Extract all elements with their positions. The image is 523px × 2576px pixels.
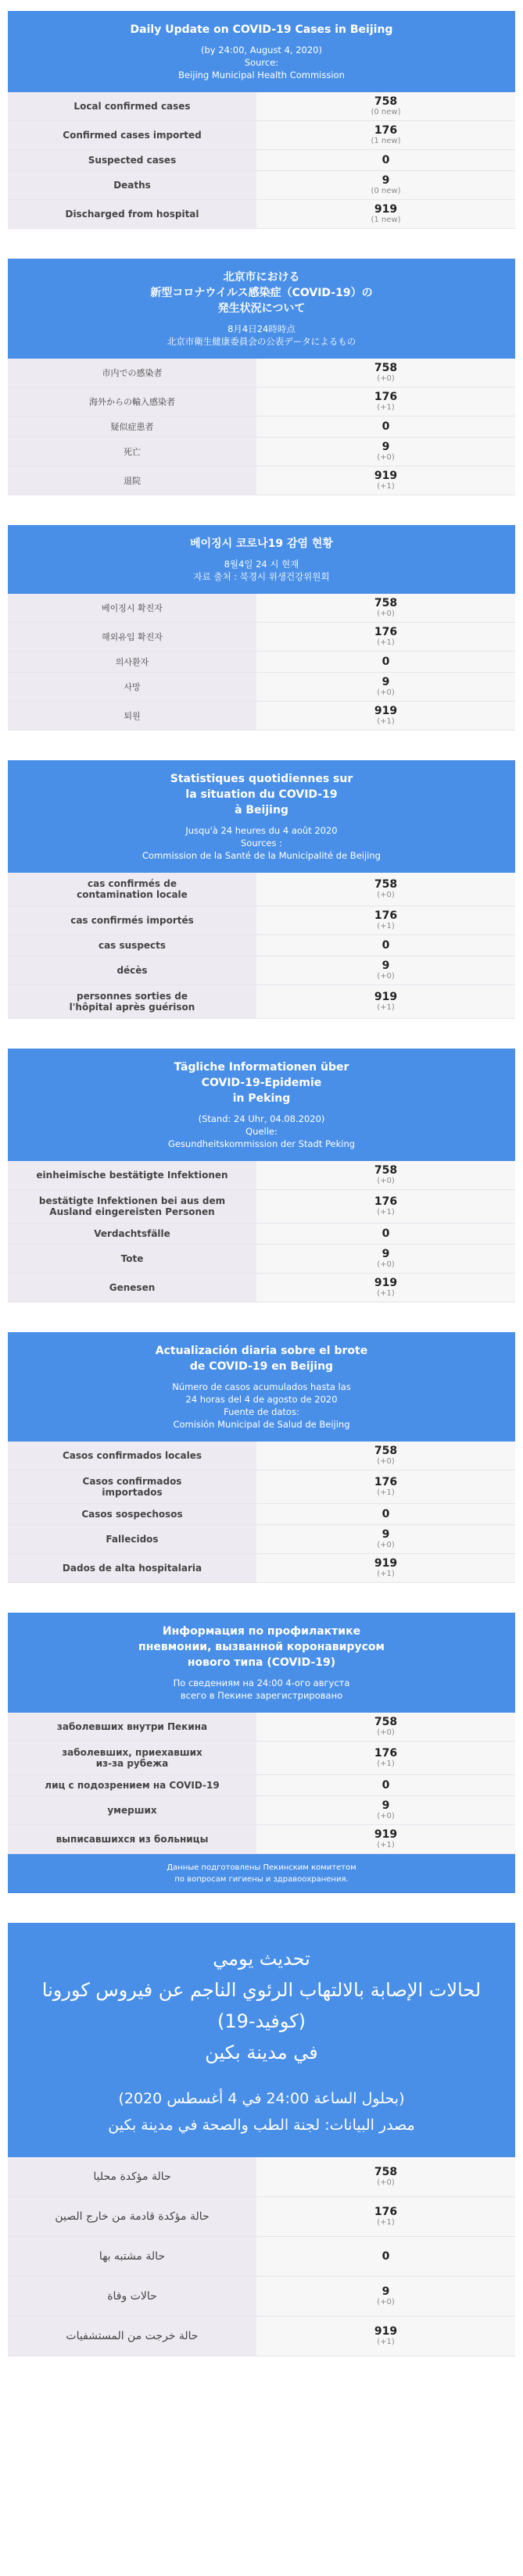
stat-value (256, 1775, 515, 1795)
stat-number: 758 (374, 1164, 398, 1177)
card-header (8, 1923, 515, 2157)
stat-number: 176 (374, 391, 398, 403)
stat-row (8, 1470, 515, 1504)
stat-row (8, 1161, 515, 1190)
card-title: 北京市における 新型コロナウイルス感染症（COVID-19）の 発生状況について (150, 271, 373, 315)
stat-change: (+1) (377, 2338, 395, 2346)
stat-number: 758 (374, 878, 398, 891)
stat-label: Dados de alta hospitalaria (8, 1554, 256, 1582)
stat-change: (+0) (377, 1728, 395, 1737)
stat-change: (+0) (377, 1812, 395, 1820)
stat-row (8, 92, 515, 121)
stat-value (256, 2237, 515, 2276)
stat-number: 0 (382, 1508, 390, 1520)
stat-change: (+1) (377, 1760, 395, 1768)
stat-number: 758 (374, 362, 398, 374)
stat-row (8, 171, 515, 200)
stat-number: 0 (382, 939, 390, 952)
card-header (8, 11, 515, 92)
stat-change: (+1) (377, 922, 395, 931)
stat-label: Verdachtsfälle (8, 1224, 256, 1244)
card-source: Número de casos acumulados hasta las 24 horas del 4 de agosto de 2020 Fuente de datos: Comisión Municipal de Salud de Beijing (172, 1381, 351, 1430)
stat-change: (+0) (377, 374, 395, 383)
stat-label: cas confirmés de contamination locale (8, 873, 256, 906)
stat-change: (+0) (377, 891, 395, 899)
stat-label: Deaths (8, 171, 256, 199)
stat-label: Casos confirmados importados (8, 1470, 256, 1503)
stat-number: 919 (374, 2325, 398, 2338)
stat-change: (+0) (377, 609, 395, 618)
stat-value (256, 1742, 515, 1774)
stat-label: 베이징시 확진자 (8, 594, 256, 622)
stat-label: 海外からの輸入感染者 (8, 388, 256, 416)
stat-value (256, 2157, 515, 2196)
stat-value (256, 873, 515, 906)
card-title: Actualización diaria sobre el brote de COVID-19 en Beijing (155, 1345, 368, 1373)
stat-row (8, 438, 515, 466)
stat-change: (+1) (377, 482, 395, 491)
stat-row (8, 1504, 515, 1525)
stat-label: Casos sospechosos (8, 1504, 256, 1524)
stat-row (8, 906, 515, 935)
update-card-english (8, 11, 515, 229)
card-header (8, 259, 515, 359)
stat-change: (+1) (377, 1003, 395, 1012)
stat-number: 176 (374, 2206, 398, 2218)
stat-label: 疑似症患者 (8, 416, 256, 437)
stat-value (256, 1245, 515, 1273)
card-title: Daily Update on COVID-19 Cases in Beijing (130, 23, 393, 36)
stat-value (256, 200, 515, 228)
stat-row (8, 2277, 515, 2317)
stat-value (256, 935, 515, 956)
stat-label: einheimische bestätigte Infektionen (8, 1161, 256, 1189)
update-card-russian (8, 1613, 515, 1893)
stat-change: (+1) (377, 1841, 395, 1849)
stat-row (8, 673, 515, 702)
stat-number: 176 (374, 909, 398, 922)
card-source: (by 24:00, August 4, 2020) Source: Beijing Municipal Health Commission (178, 45, 345, 80)
stat-row (8, 2157, 515, 2197)
stat-row (8, 652, 515, 673)
stat-change: (1 new) (371, 137, 401, 145)
stat-number: 9 (382, 441, 390, 453)
stat-label: حالة مؤكدة محليا (8, 2157, 256, 2196)
stat-label: 死亡 (8, 438, 256, 466)
stat-number: 176 (374, 124, 398, 137)
stat-label: حالة مشتبه بها (8, 2237, 256, 2276)
stat-change: (+1) (377, 717, 395, 726)
stat-row (8, 2237, 515, 2277)
update-card-french (8, 760, 515, 1019)
stat-label: Tote (8, 1245, 256, 1273)
stat-label: حالات وفاة (8, 2277, 256, 2316)
stat-change: (+1) (377, 1570, 395, 1578)
stat-row (8, 1274, 515, 1302)
stat-change: (+0) (377, 1177, 395, 1185)
stat-row (8, 1245, 515, 1274)
stat-row (8, 623, 515, 652)
stat-row (8, 702, 515, 731)
card-source: (بحلول الساعة 24:00 في 4 أغسطس 2020) مصدر البيانات: لجنة الطب والصحة في مدينة بكين (108, 2090, 415, 2134)
card-title: Statistiques quotidiennes sur la situation du COVID-19 à Beijing (170, 773, 353, 816)
stat-row (8, 388, 515, 416)
stat-label: умерших (8, 1796, 256, 1824)
stat-change: (1 new) (371, 216, 401, 224)
stat-number: 919 (374, 1557, 398, 1570)
stat-change: (+0) (377, 453, 395, 462)
stat-change: (+0) (377, 1541, 395, 1549)
card-header (8, 525, 515, 594)
stat-value (256, 1442, 515, 1470)
stat-label: Casos confirmados locales (8, 1442, 256, 1470)
card-title: تحديث يومي لحالات الإصابة بالالتهاب الرئوي الناجم عن فيروس كورونا (كوفيد-19) في مدينة بكين (41, 1948, 482, 2063)
stat-change: (+1) (377, 1289, 395, 1298)
stat-value (256, 171, 515, 199)
stat-row (8, 416, 515, 438)
stat-value (256, 1190, 515, 1223)
stat-number: 9 (382, 676, 390, 688)
update-card-german (8, 1049, 515, 1302)
stat-label: Fallecidos (8, 1525, 256, 1553)
stat-value (256, 438, 515, 466)
stat-value (256, 652, 515, 672)
stat-row (8, 594, 515, 623)
stat-row (8, 873, 515, 906)
stat-label: Local confirmed cases (8, 92, 256, 120)
card-header (8, 1049, 515, 1161)
stat-row (8, 1742, 515, 1775)
card-title: Информация по профилактике пневмонии, вызванной коронавирусом нового типа (COVID-19) (138, 1625, 385, 1669)
stat-change: (0 new) (371, 108, 401, 116)
stat-number: 0 (382, 2250, 390, 2263)
stat-value (256, 466, 515, 495)
stat-number: 176 (374, 1747, 398, 1760)
stat-value (256, 388, 515, 416)
stat-value (256, 92, 515, 120)
stat-value (256, 1796, 515, 1824)
stat-number: 0 (382, 1227, 390, 1240)
stat-value (256, 416, 515, 437)
stat-value (256, 673, 515, 701)
stat-row (8, 1442, 515, 1470)
card-source: По сведениям на 24:00 4-ого августа всего в Пекине зарегистрировано (173, 1677, 350, 1701)
stat-row (8, 1190, 515, 1224)
stat-row (8, 1224, 515, 1245)
stat-change: (+1) (377, 2218, 395, 2227)
stat-number: 758 (374, 95, 398, 108)
page (0, 11, 523, 2356)
stat-change: (+0) (377, 1457, 395, 1466)
stat-change: (+1) (377, 1488, 395, 1497)
card-header (8, 760, 515, 873)
stat-label: décès (8, 956, 256, 984)
stat-row (8, 1796, 515, 1825)
stat-number: 919 (374, 705, 398, 717)
stat-change: (+0) (377, 688, 395, 697)
update-card-japanese (8, 259, 515, 495)
stat-row (8, 121, 515, 150)
update-card-spanish (8, 1332, 515, 1583)
stat-value (256, 1274, 515, 1302)
stat-label: personnes sorties de l'hôpital après guérison (8, 985, 256, 1018)
stat-change: (+0) (377, 2178, 395, 2187)
stat-number: 919 (374, 991, 398, 1003)
card-source: 8월4일 24 시 현재 자료 출처 : 북경시 위생건강위원회 (193, 559, 330, 582)
stat-number: 758 (374, 1445, 398, 1457)
stat-number: 919 (374, 470, 398, 482)
card-title: 베이징시 코로나19 감염 현황 (190, 538, 333, 550)
stat-row (8, 956, 515, 985)
stat-value (256, 1470, 515, 1503)
card-source: (Stand: 24 Uhr, 04.08.2020) Quelle: Gesundheitskommission der Stadt Peking (167, 1113, 356, 1149)
stat-change: (+0) (377, 2298, 395, 2306)
stat-value (256, 906, 515, 934)
stat-number: 919 (374, 1277, 398, 1289)
stat-number: 9 (382, 2285, 390, 2298)
stat-number: 919 (374, 203, 398, 216)
stat-row (8, 2197, 515, 2237)
stat-number: 758 (374, 2166, 398, 2178)
stat-value (256, 2317, 515, 2356)
stat-row (8, 1525, 515, 1554)
stat-label: حالة خرجت من المستشفيات (8, 2317, 256, 2356)
stat-label: bestätigte Infektionen bei aus dem Ausland eingereisten Personen (8, 1190, 256, 1223)
stat-row (8, 466, 515, 495)
update-card-arabic (8, 1923, 515, 2356)
stat-value (256, 121, 515, 149)
stat-number: 9 (382, 959, 390, 972)
stat-label: Discharged from hospital (8, 200, 256, 228)
stat-value (256, 1554, 515, 1582)
card-header (8, 1332, 515, 1442)
stat-number: 176 (374, 1195, 398, 1208)
stat-value (256, 359, 515, 387)
stat-label: заболевших внутри Пекина (8, 1713, 256, 1741)
stat-number: 9 (382, 1799, 390, 1812)
stat-number: 176 (374, 626, 398, 638)
stat-row (8, 359, 515, 388)
card-header (8, 1613, 515, 1713)
card-source: Jusqu'à 24 heures du 4 août 2020 Sources : Commission de la Santé de la Municipalité de Beijing (142, 825, 381, 861)
stat-value (256, 2277, 515, 2316)
stat-label: 市内での感染者 (8, 359, 256, 387)
stat-row (8, 985, 515, 1019)
stat-change: (+0) (377, 1260, 395, 1269)
stat-number: 758 (374, 1716, 398, 1728)
stat-number: 9 (382, 1248, 390, 1260)
stat-change: (0 new) (371, 187, 401, 195)
stat-row (8, 2317, 515, 2356)
stat-number: 0 (382, 420, 390, 433)
stat-label: 退院 (8, 466, 256, 495)
stat-value (256, 1825, 515, 1853)
stat-value (256, 985, 515, 1018)
stat-number: 919 (374, 1828, 398, 1841)
stat-change: (+1) (377, 638, 395, 647)
stat-label: Genesen (8, 1274, 256, 1302)
stat-value (256, 1224, 515, 1244)
stat-value (256, 956, 515, 984)
stat-row (8, 1825, 515, 1854)
stat-number: 758 (374, 597, 398, 609)
card-title: Tägliche Informationen über COVID-19-Epidemie in Peking (174, 1061, 349, 1105)
stat-number: 176 (374, 1476, 398, 1488)
stat-number: 9 (382, 1528, 390, 1541)
update-card-korean (8, 525, 515, 731)
stat-number: 0 (382, 154, 390, 166)
stat-row (8, 1713, 515, 1742)
stat-label: выписавшихся из больницы (8, 1825, 256, 1853)
stat-change: (+1) (377, 1208, 395, 1217)
stat-label: Suspected cases (8, 150, 256, 170)
stat-label: 의사환자 (8, 652, 256, 672)
stat-label: Confirmed cases imported (8, 121, 256, 149)
stat-value (256, 1504, 515, 1524)
stat-row (8, 1554, 515, 1583)
stat-value (256, 2197, 515, 2236)
stat-value (256, 623, 515, 651)
card-source: 8月4日24時時点 北京市衛生健康委員会の公表データによるもの (167, 323, 356, 347)
stat-label: حالة مؤكدة قادمة من خارج الصين (8, 2197, 256, 2236)
stat-label: заболевших, приехавших из-за рубежа (8, 1742, 256, 1774)
stat-number: 0 (382, 1779, 390, 1792)
stat-value (256, 1161, 515, 1189)
stat-label: 사망 (8, 673, 256, 701)
stat-row (8, 935, 515, 956)
stat-label: 해외유입 확진자 (8, 623, 256, 651)
stat-number: 0 (382, 656, 390, 668)
stat-value (256, 594, 515, 622)
stat-value (256, 1525, 515, 1553)
card-footer: Данные подготовлены Пекинским комитетом по вопросам гигиены и здравоохранения. (8, 1854, 515, 1893)
stat-value (256, 1713, 515, 1741)
stat-change: (+0) (377, 972, 395, 981)
stat-value (256, 702, 515, 730)
stat-row (8, 1775, 515, 1796)
stat-label: 퇴원 (8, 702, 256, 730)
stat-number: 9 (382, 174, 390, 187)
stat-value (256, 150, 515, 170)
stat-row (8, 200, 515, 229)
stat-label: cas suspects (8, 935, 256, 956)
stat-change: (+1) (377, 403, 395, 412)
stat-label: лиц с подозрением на COVID-19 (8, 1775, 256, 1795)
stat-row (8, 150, 515, 171)
stat-label: cas confirmés importés (8, 906, 256, 934)
